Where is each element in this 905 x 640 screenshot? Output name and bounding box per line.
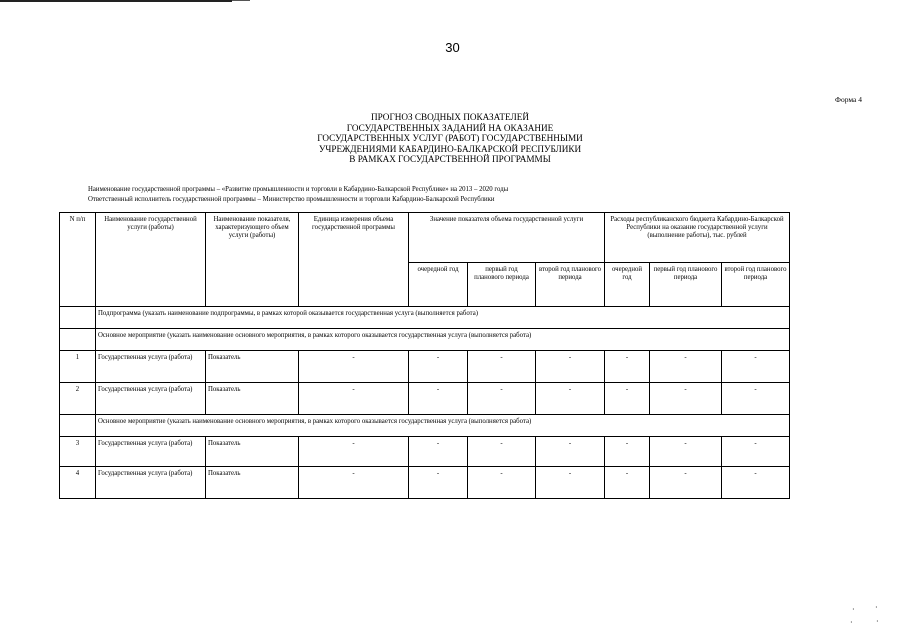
row-value: -	[409, 437, 468, 467]
row-indicator: Показатель	[206, 351, 299, 383]
row-value: -	[722, 467, 790, 499]
header-second-plan-year: второй год планового периода	[536, 263, 605, 307]
row-num: 2	[60, 383, 96, 415]
form-label: Форма 4	[835, 95, 862, 104]
header-unit: Единица измерения объема государственной программы	[299, 213, 409, 307]
row-num: 3	[60, 437, 96, 467]
table-row	[60, 437, 790, 467]
scan-speck: ·	[876, 617, 879, 626]
program-name: Наименование государственной программы – «Развитие промышленности и торговли в Кабардино-Балкарской Республике» на 2013 – 2020 годы	[88, 186, 509, 193]
row-value: -	[650, 467, 722, 499]
row-value: -	[650, 383, 722, 415]
header-num: N п/п	[60, 213, 96, 307]
row-num: 4	[60, 467, 96, 499]
row-value: -	[536, 351, 605, 383]
scan-edge-line-2	[232, 0, 250, 1]
row-value: -	[605, 467, 650, 499]
header-current-year: очередной год	[605, 263, 650, 307]
responsible-executor: Ответственный исполнитель государственной программы – Министерство промышленности и торговли Кабардино-Балкарской Республики	[88, 196, 495, 203]
row-value: -	[409, 383, 468, 415]
header-volume-group: Значение показателя объема государственной услуги	[409, 213, 605, 263]
empty-cell	[60, 307, 96, 329]
table-row	[60, 383, 790, 415]
row-num: 1	[60, 351, 96, 383]
indicators-table	[59, 212, 790, 499]
table-row	[60, 467, 790, 499]
header-current-year: очередной год	[409, 263, 468, 307]
scan-speck: ·	[875, 603, 878, 612]
title-line: ГОСУДАРСТВЕННЫХ УСЛУГ (РАБОТ) ГОСУДАРСТВЕННЫМИ	[317, 133, 583, 143]
page-number: 30	[445, 40, 460, 55]
row-service: Государственная услуга (работа)	[96, 437, 206, 467]
title-line: ГОСУДАРСТВЕННЫХ ЗАДАНИЙ НА ОКАЗАНИЕ	[346, 122, 554, 133]
scan-speck: ·	[850, 618, 853, 627]
header-second-plan-year: второй год планового периода	[722, 263, 790, 307]
row-value: -	[605, 383, 650, 415]
title-line: ПРОГНОЗ СВОДНЫХ ПОКАЗАТЕЛЕЙ	[370, 112, 530, 122]
row-indicator: Показатель	[206, 383, 299, 415]
row-value: -	[722, 383, 790, 415]
table-row	[60, 351, 790, 383]
row-indicator: Показатель	[206, 437, 299, 467]
measure-row: Основное мероприятие (указать наименование основного мероприятия, в рамках которого оказывается государственная услуга (выполняется работа)	[96, 415, 790, 437]
row-value: -	[722, 351, 790, 383]
title-line: В РАМКАХ ГОСУДАРСТВЕННОЙ ПРОГРАММЫ	[349, 154, 551, 164]
row-value: -	[409, 467, 468, 499]
header-first-plan-year: первый год планового периода	[468, 263, 536, 307]
row-value: -	[536, 437, 605, 467]
row-value: -	[650, 437, 722, 467]
row-unit: -	[299, 437, 409, 467]
row-service: Государственная услуга (работа)	[96, 383, 206, 415]
row-value: -	[409, 351, 468, 383]
scan-edge-line	[0, 0, 232, 2]
row-unit: -	[299, 467, 409, 499]
header-service-name: Наименование государственной услуги (работы)	[96, 213, 206, 307]
row-value: -	[536, 467, 605, 499]
row-unit: -	[299, 383, 409, 415]
row-value: -	[605, 351, 650, 383]
row-value: -	[468, 383, 536, 415]
header-first-plan-year: первый год планового периода	[650, 263, 722, 307]
row-value: -	[722, 437, 790, 467]
scan-speck: ·	[852, 605, 855, 614]
row-value: -	[468, 467, 536, 499]
row-indicator: Показатель	[206, 467, 299, 499]
measure-row: Основное мероприятие (указать наименование основного мероприятия, в рамках которого оказывается государственная услуга (выполняется работа)	[96, 329, 790, 351]
empty-cell	[60, 415, 96, 437]
row-unit: -	[299, 351, 409, 383]
row-value: -	[650, 351, 722, 383]
row-service: Государственная услуга (работа)	[96, 351, 206, 383]
empty-cell	[60, 329, 96, 351]
row-value: -	[605, 437, 650, 467]
subprogram-row: Подпрограмма (указать наименование подпрограммы, в рамках которой оказывается государственная услуга (выполняется работа)	[96, 307, 790, 329]
title-line: УЧРЕЖДЕНИЯМИ КАБАРДИНО-БАЛКАРСКОЙ РЕСПУБЛИКИ	[318, 143, 582, 154]
row-value: -	[536, 383, 605, 415]
header-indicator-name: Наименование показателя, характеризующего объем услуги (работы)	[206, 213, 299, 307]
row-value: -	[468, 437, 536, 467]
row-service: Государственная услуга (работа)	[96, 467, 206, 499]
document-title	[250, 112, 650, 165]
row-value: -	[468, 351, 536, 383]
header-expense-group: Расходы республиканского бюджета Кабардино-Балкарской Республики на оказание государственной услуги (выполнение работы), тыс. рублей	[605, 213, 790, 263]
